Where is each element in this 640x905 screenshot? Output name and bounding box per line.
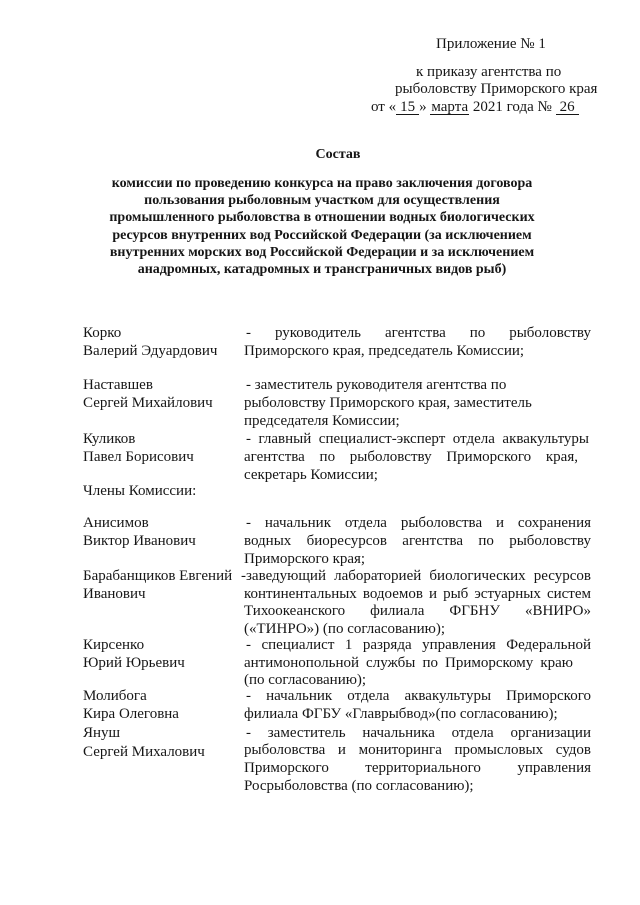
subtitle-line-1: комиссии по проведению конкурса на право заключения договора xyxy=(111,176,533,191)
date-suffix: » xyxy=(419,99,427,115)
subtitle-line-3: промышленного рыболовства в отношении водных биологических xyxy=(109,210,535,225)
member-role-line: - заместитель руководителя агентства по xyxy=(246,377,507,393)
member-name-line-2: Кира Олеговна xyxy=(83,706,179,722)
subtitle-line-6: анадромных, катадромных и трансграничных видов рыб) xyxy=(137,262,507,277)
member-role-line: агентства по рыболовству Приморского края, xyxy=(244,449,578,465)
member-name-line-2: Юрий Юрьевич xyxy=(83,655,185,671)
member-role-line: водных биоресурсов агентства по рыболовству xyxy=(244,533,591,549)
member-role-line: континентальных водоемов и рыб эстуарных систем xyxy=(244,586,591,602)
member-role-line: - главный специалист-эксперт отдела аквакультуры xyxy=(246,431,589,447)
member-name-line-2: Сергей Михайлович xyxy=(83,395,213,411)
member-role-line: Приморского края, председатель Комиссии; xyxy=(244,343,525,359)
member-role-line: Приморского территориального управления xyxy=(244,760,591,776)
member-role-line: антимонопольной службы по Приморскому краю xyxy=(244,655,573,671)
date-year: 2021 года № xyxy=(472,99,552,115)
member-name-line-2: Павел Борисович xyxy=(83,449,194,465)
member-role-line: Росрыболовства (по согласованию); xyxy=(244,778,474,794)
member-role-line: («ТИНРО») (по согласованию); xyxy=(244,621,446,637)
date-month: марта xyxy=(431,99,469,115)
member-name-line-1: Кирсенко xyxy=(83,637,145,653)
member-name-line-1: Куликов xyxy=(83,431,136,447)
subtitle-line-4: ресурсов внутренних вод Российской Федерации (за исключением xyxy=(112,228,532,243)
member-role-line: Тихоокеанского филиала ФГБНУ «ВНИРО» xyxy=(244,603,591,619)
date-prefix: от « xyxy=(371,99,397,115)
appendix-number: Приложение № 1 xyxy=(436,36,546,52)
member-role-line: рыболовства и мониторинга промысловых судов xyxy=(244,742,591,758)
member-name-line-1: Януш xyxy=(83,725,121,741)
member-name-line-1: Корко xyxy=(83,325,122,341)
member-role-line: Приморского края; xyxy=(244,551,366,567)
members-heading: Члены Комиссии: xyxy=(83,483,197,499)
order-line-2: рыболовству Приморского края xyxy=(395,81,598,97)
member-role-line: (по согласованию); xyxy=(244,672,367,688)
member-name-line-1: Барабанщиков Евгений xyxy=(83,568,233,584)
member-role-line: председателя Комиссии; xyxy=(244,413,400,429)
date-day: 15 xyxy=(396,100,419,115)
member-role-line: - начальник отдела рыболовства и сохранения xyxy=(246,515,591,531)
subtitle-line-5: внутренних морских вод Российской Федерации и за исключением xyxy=(109,245,535,260)
document-title: Состав xyxy=(315,147,361,162)
subtitle-line-2: пользования рыболовным участком для осуществления xyxy=(144,193,500,208)
member-name-line-2: Виктор Иванович xyxy=(83,533,196,549)
member-role-line: -заведующий лабораторией биологических ресурсов xyxy=(241,568,591,584)
order-number: 26 xyxy=(556,100,579,115)
member-name-line-2: Иванович xyxy=(83,586,146,602)
member-name-line-1: Наставшев xyxy=(83,377,153,393)
order-date-line xyxy=(371,98,579,116)
member-name-line-1: Молибога xyxy=(83,688,147,704)
member-name-line-2: Валерий Эдуардович xyxy=(83,343,218,359)
order-line-1: к приказу агентства по xyxy=(416,64,562,80)
member-name-line-2: Сергей Михалович xyxy=(83,744,205,760)
member-role-line: - руководитель агентства по рыболовству xyxy=(246,325,591,341)
member-role-line: секретарь Комиссии; xyxy=(244,467,378,483)
member-role-line: рыболовству Приморского края, заместитель xyxy=(244,395,532,411)
member-role-line: - специалист 1 разряда управления Федеральной xyxy=(246,637,591,653)
member-role-line: - начальник отдела аквакультуры Приморского xyxy=(246,688,591,704)
member-role-line: филиала ФГБУ «Главрыбвод»(по согласованию); xyxy=(244,706,558,722)
member-role-line: - заместитель начальника отдела организации xyxy=(246,725,591,741)
member-name-line-1: Анисимов xyxy=(83,515,149,531)
